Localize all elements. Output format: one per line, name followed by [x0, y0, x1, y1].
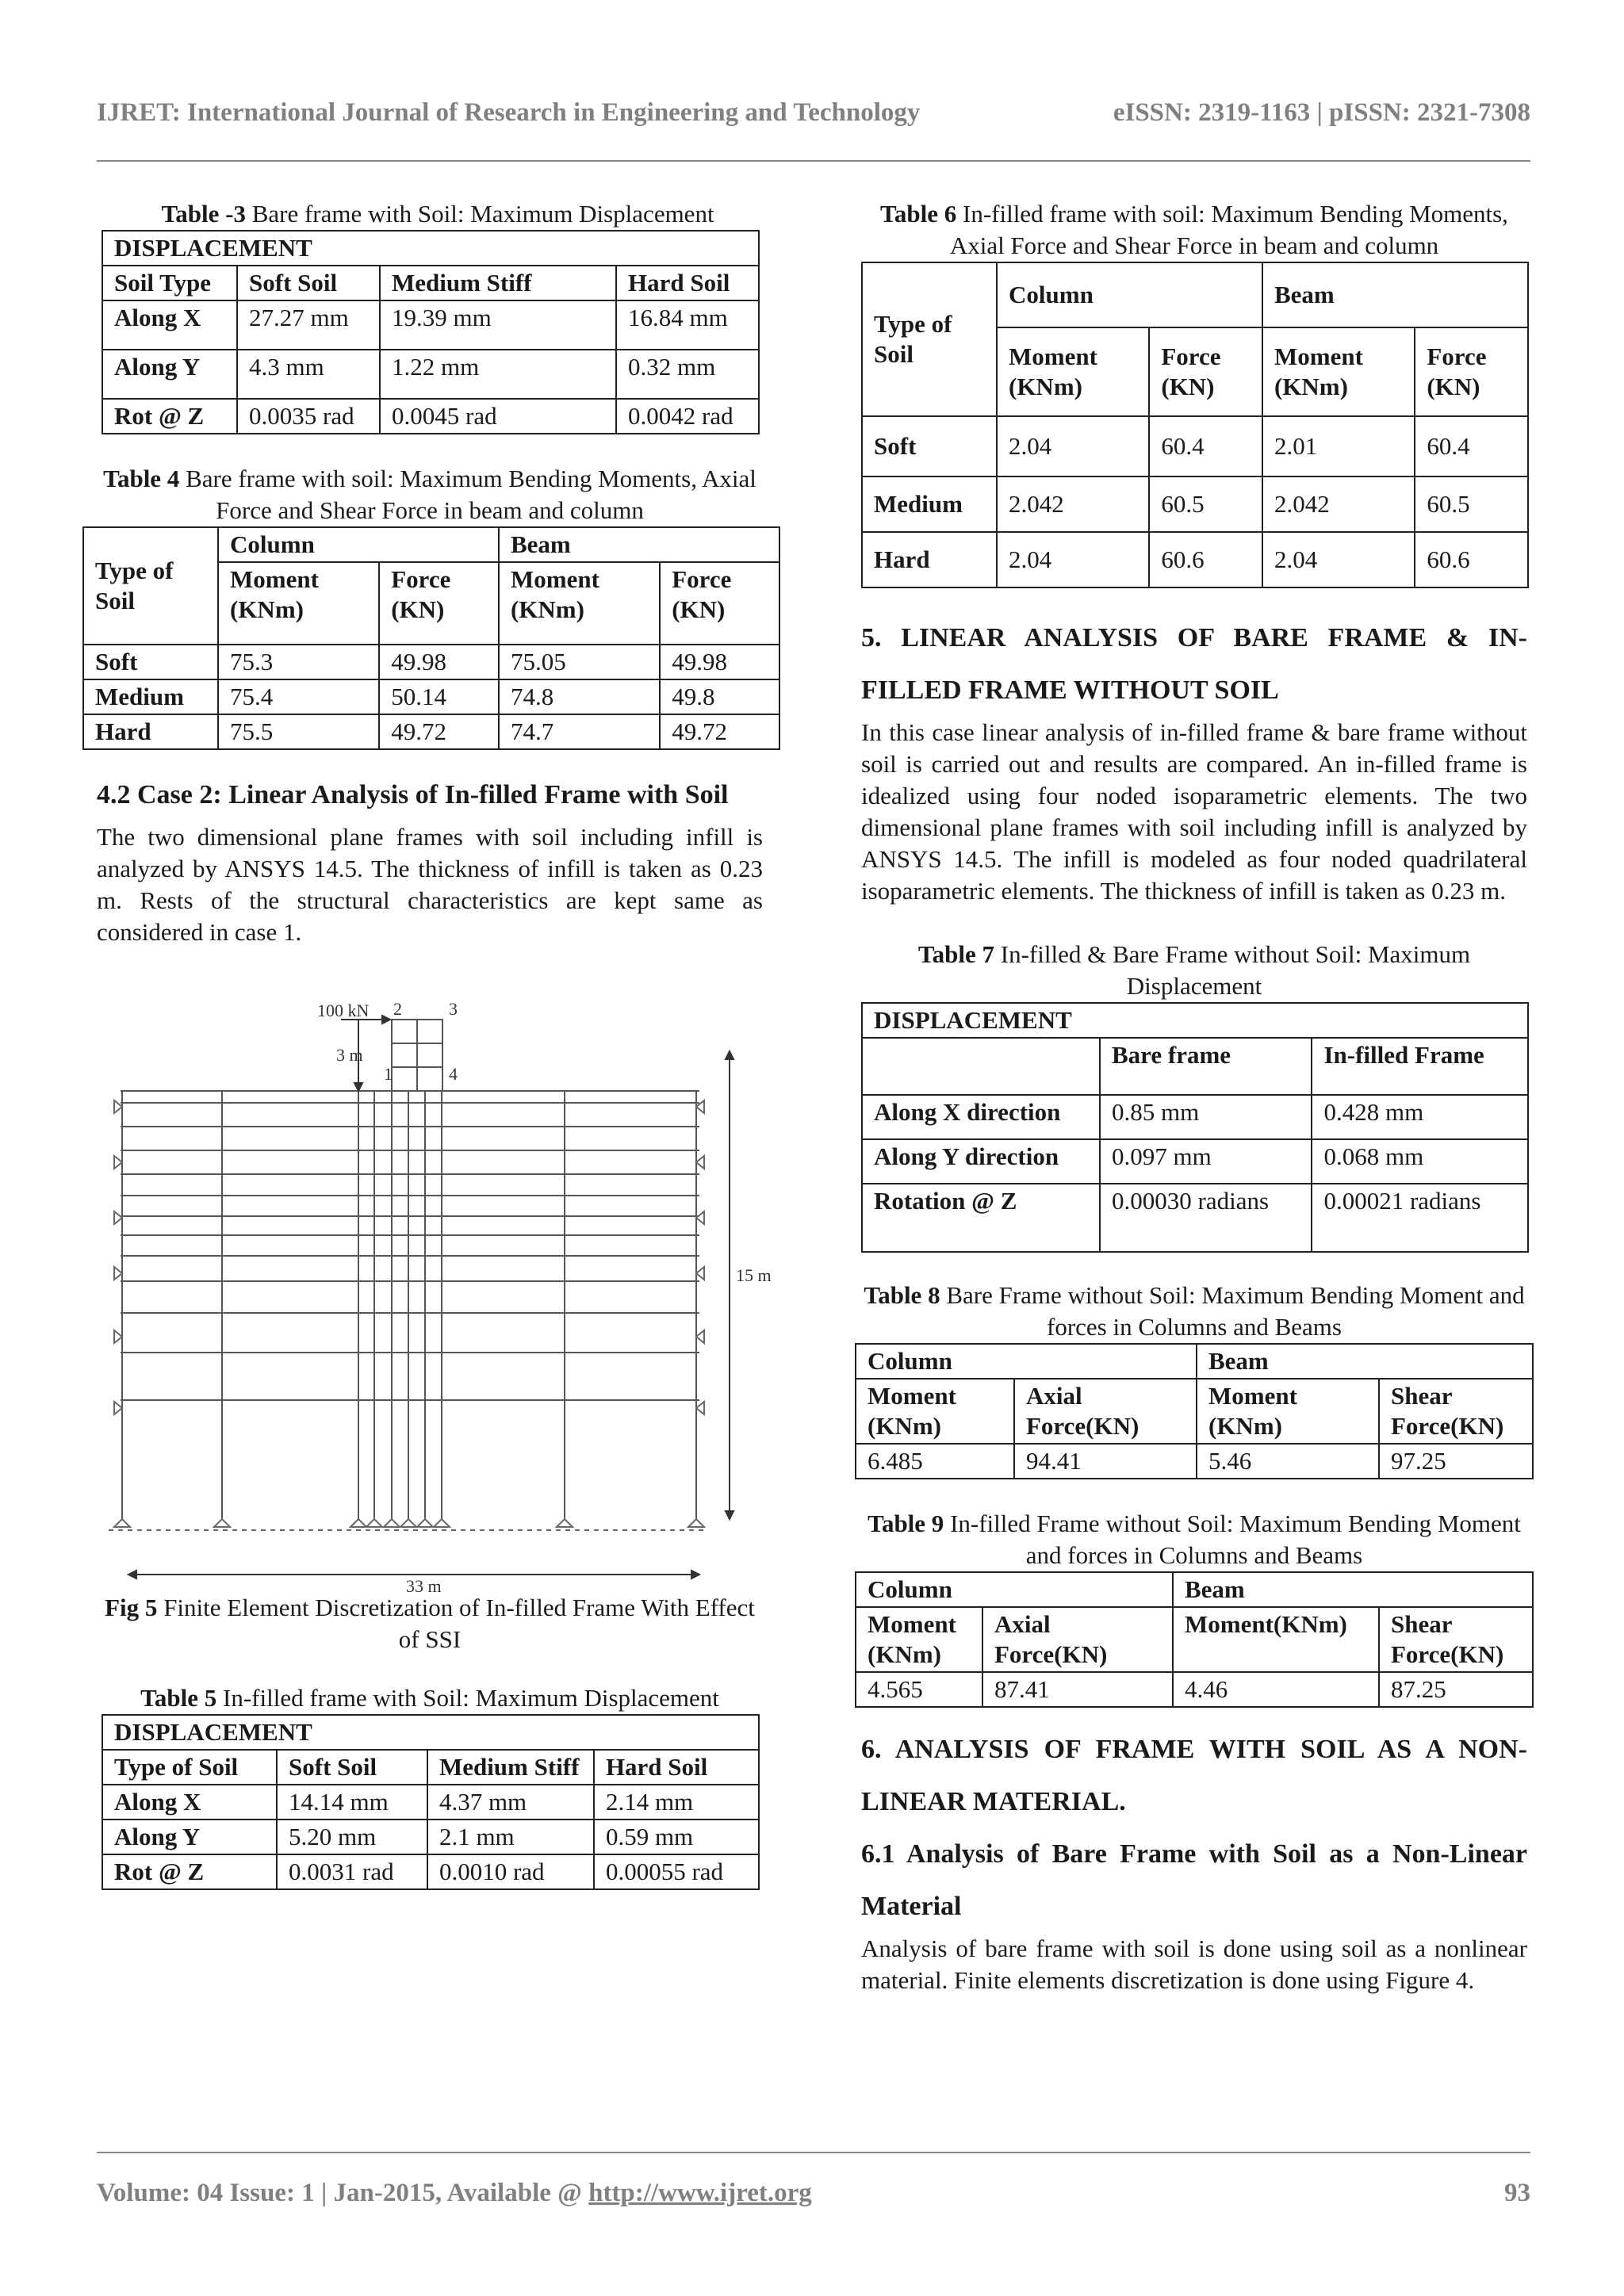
load-label: 100 kN	[317, 1001, 370, 1020]
table-cell: 87.41	[982, 1672, 1173, 1707]
right-column	[861, 198, 1527, 1996]
table-cell: Along X direction	[862, 1095, 1100, 1139]
table-row	[862, 1139, 1528, 1184]
table3-header: Medium Stiff	[380, 266, 616, 300]
table-row	[862, 262, 1528, 327]
table-cell: 4.3 mm	[237, 350, 380, 399]
table3-header: Soil Type	[102, 266, 237, 300]
table-cell: 2.042	[1262, 476, 1415, 532]
node-label: 3	[449, 999, 458, 1019]
table-cell: Rot @ Z	[102, 399, 237, 434]
table4-caption: Table 4 Bare frame with soil: Maximum Bending Moments, Axial Force and Shear Force in beam and column	[103, 465, 756, 524]
table3-caption: Table -3 Bare frame with Soil: Maximum Displacement	[161, 200, 714, 228]
table-cell: 1.22 mm	[380, 350, 616, 399]
table-cell: 16.84 mm	[616, 300, 759, 350]
journal-title: IJRET: International Journal of Research in Engineering and Technology	[97, 98, 921, 127]
table-cell: 74.8	[499, 679, 660, 714]
table-row	[862, 1038, 1528, 1095]
total-height-label: 15 m	[736, 1265, 772, 1285]
table-cell: 2.14 mm	[594, 1785, 759, 1820]
table9-subheader: Axial Force(KN)	[982, 1607, 1173, 1672]
node-label: 4	[449, 1064, 458, 1084]
table9-subheader: Moment(KNm)	[1173, 1607, 1379, 1672]
height-label: 3 m	[336, 1045, 363, 1065]
table9-column-header: Column	[856, 1572, 1173, 1607]
table6-subheader: Force (KN)	[1149, 327, 1262, 416]
table-cell: 60.5	[1149, 476, 1262, 532]
table4-beam-header: Beam	[499, 527, 779, 562]
table-cell: 0.428 mm	[1312, 1095, 1528, 1139]
section-4-2-body: The two dimensional plane frames with soil including infill is analyzed by ANSYS 14.5. The thickness of infill is taken as 0.23 m. Rests of the structural characteristics are kept same as considered in case 1.	[97, 823, 763, 946]
table-row	[102, 300, 759, 350]
table9-beam-header: Beam	[1173, 1572, 1533, 1607]
section-5-heading: 5. LINEAR ANALYSIS OF BARE FRAME & IN-FILLED FRAME WITHOUT SOIL	[861, 623, 1527, 705]
table6-type-header: Type of Soil	[862, 262, 997, 416]
table-cell: 60.6	[1149, 532, 1262, 587]
table-row	[102, 1715, 759, 1750]
table-row	[862, 1095, 1528, 1139]
table-cell: Hard	[862, 532, 997, 587]
table-cell: 14.14 mm	[277, 1785, 427, 1820]
table6-subheader: Force (KN)	[1415, 327, 1528, 416]
table-cell: 49.72	[379, 714, 499, 749]
figure-5	[97, 980, 772, 1598]
table-cell: 50.14	[379, 679, 499, 714]
table5-caption: Table 5 In-filled frame with Soil: Maximum Displacement	[140, 1684, 719, 1712]
volume-info: Volume: 04 Issue: 1 | Jan-2015, Available @	[97, 2179, 589, 2207]
table5-header: Medium Stiff	[427, 1750, 594, 1785]
table3-header: Hard Soil	[616, 266, 759, 300]
left-column	[95, 198, 772, 1890]
table-row	[102, 1785, 759, 1820]
table-row	[856, 1444, 1533, 1479]
table-row	[83, 679, 779, 714]
table4-type-header: Type of Soil	[83, 527, 218, 645]
table-cell: 75.5	[218, 714, 379, 749]
table-cell: 0.32 mm	[616, 350, 759, 399]
table6	[861, 262, 1529, 588]
table-cell: 0.85 mm	[1100, 1095, 1312, 1139]
table7	[861, 1002, 1529, 1253]
table-cell: 2.04	[1262, 532, 1415, 587]
table-cell: 60.6	[1415, 532, 1528, 587]
table-cell: 49.8	[660, 679, 779, 714]
table5	[102, 1714, 760, 1890]
table-row	[102, 266, 759, 300]
table-cell: 49.98	[660, 645, 779, 679]
table-cell: 60.5	[1415, 476, 1528, 532]
table-cell: Medium	[83, 679, 218, 714]
table4-subheader: Force (KN)	[660, 562, 779, 645]
table-cell: 4.565	[856, 1672, 982, 1707]
table-cell: 0.0042 rad	[616, 399, 759, 434]
table-cell: Along X	[102, 1785, 277, 1820]
table-cell: Hard	[83, 714, 218, 749]
journal-link[interactable]: http://www.ijret.org	[588, 2179, 812, 2207]
table5-header: Type of Soil	[102, 1750, 277, 1785]
table-cell: 5.46	[1197, 1444, 1379, 1479]
table-row	[102, 231, 759, 266]
table-cell: Rot @ Z	[102, 1854, 277, 1889]
table9-caption: Table 9 In-filled Frame without Soil: Maximum Bending Moment and forces in Columns and Beams	[868, 1510, 1521, 1569]
table-cell: 97.25	[1379, 1444, 1533, 1479]
table4-subheader: Moment (KNm)	[499, 562, 660, 645]
table-cell: 0.068 mm	[1312, 1139, 1528, 1184]
table-cell: Along Y direction	[862, 1139, 1100, 1184]
table5-header: Hard Soil	[594, 1750, 759, 1785]
table-row	[862, 532, 1528, 587]
table-cell: 0.00030 radians	[1100, 1184, 1312, 1252]
table-cell: 2.1 mm	[427, 1820, 594, 1854]
table8-subheader: Moment (KNm)	[856, 1379, 1014, 1444]
table3	[102, 230, 760, 434]
table6-subheader: Moment (KNm)	[997, 327, 1149, 416]
table-cell: 94.41	[1014, 1444, 1197, 1479]
table8	[855, 1343, 1534, 1479]
header-rule	[97, 160, 1530, 162]
table9-subheader: Shear Force(KN)	[1379, 1607, 1533, 1672]
table-cell: 0.097 mm	[1100, 1139, 1312, 1184]
table-cell: Soft	[862, 416, 997, 476]
table8-subheader: Shear Force(KN)	[1379, 1379, 1533, 1444]
table-cell: 4.46	[1173, 1672, 1379, 1707]
figure5-caption: Fig 5 Finite Element Discretization of In-filled Frame With Effect of SSI	[105, 1594, 755, 1653]
width-label: 33 m	[406, 1576, 442, 1596]
table-cell: 0.59 mm	[594, 1820, 759, 1854]
table6-caption: Table 6 In-filled frame with soil: Maximum Bending Moments, Axial Force and Shear Force in beam and column	[880, 200, 1508, 259]
node-label: 2	[393, 999, 402, 1019]
section-6-heading: 6. ANALYSIS OF FRAME WITH SOIL AS A NON-LINEAR MATERIAL.	[861, 1735, 1527, 1816]
table-row	[102, 399, 759, 434]
table7-group-header: DISPLACEMENT	[862, 1003, 1528, 1038]
table-cell: 2.01	[1262, 416, 1415, 476]
table3-header: Soft Soil	[237, 266, 380, 300]
table-cell: 75.05	[499, 645, 660, 679]
section-5-body: In this case linear analysis of in-filled frame & bare frame without soil is carried out and results are compared. An in-filled frame is idealized using four noded isoparametric elements. The two dimensional plane frames with soil including infill is analyzed by ANSYS 14.5. The infill is modeled as four noded quadrilateral isoparametric elements. The thickness of infill is taken as 0.23 m.	[861, 718, 1527, 905]
table-cell: 87.25	[1379, 1672, 1533, 1707]
footer-rule	[97, 2152, 1530, 2153]
table7-caption: Table 7 In-filled & Bare Frame without Soil: Maximum Displacement	[917, 940, 1471, 1000]
table8-caption: Table 8 Bare Frame without Soil: Maximum Bending Moment and forces in Columns and Beams	[864, 1281, 1525, 1341]
table6-column-header: Column	[997, 262, 1262, 327]
section-6-1-heading: 6.1 Analysis of Bare Frame with Soil as a Non-Linear Material	[861, 1839, 1527, 1921]
table-cell: 27.27 mm	[237, 300, 380, 350]
table-cell: 0.0031 rad	[277, 1854, 427, 1889]
table4	[82, 526, 780, 750]
table-cell: 49.72	[660, 714, 779, 749]
table-row	[102, 350, 759, 399]
table7-header: Bare frame	[1100, 1038, 1312, 1095]
table-cell: 60.4	[1149, 416, 1262, 476]
node-label: 1	[384, 1064, 393, 1084]
table-cell: 5.20 mm	[277, 1820, 427, 1854]
table-cell: Medium	[862, 476, 997, 532]
table7-header: In-filled Frame	[1312, 1038, 1528, 1095]
table-row	[83, 645, 779, 679]
table-row	[102, 1854, 759, 1889]
issn: eISSN: 2319-1163 | pISSN: 2321-7308	[1113, 98, 1530, 127]
table-row	[862, 416, 1528, 476]
table-cell: Along Y	[102, 1820, 277, 1854]
table-row	[862, 1003, 1528, 1038]
table-cell: Along Y	[102, 350, 237, 399]
table-cell: 0.0035 rad	[237, 399, 380, 434]
table-cell: 6.485	[856, 1444, 1014, 1479]
table8-beam-header: Beam	[1197, 1344, 1533, 1379]
table9	[855, 1571, 1534, 1708]
table8-column-header: Column	[856, 1344, 1197, 1379]
table-row	[102, 1750, 759, 1785]
table4-column-header: Column	[218, 527, 499, 562]
table-cell: 19.39 mm	[380, 300, 616, 350]
table-cell: 49.98	[379, 645, 499, 679]
table4-subheader: Moment (KNm)	[218, 562, 379, 645]
table-cell: 0.00021 radians	[1312, 1184, 1528, 1252]
table-row	[862, 476, 1528, 532]
table-cell: 2.04	[997, 416, 1149, 476]
table-row	[102, 1820, 759, 1854]
finite-element-diagram	[97, 980, 772, 1598]
table-cell: 0.0045 rad	[380, 399, 616, 434]
table-cell: 75.3	[218, 645, 379, 679]
table-cell: 75.4	[218, 679, 379, 714]
table8-subheader: Moment (KNm)	[1197, 1379, 1379, 1444]
table6-beam-header: Beam	[1262, 262, 1528, 327]
table5-group-header: DISPLACEMENT	[102, 1715, 759, 1750]
table-cell: Soft	[83, 645, 218, 679]
table5-header: Soft Soil	[277, 1750, 427, 1785]
table3-group-header: DISPLACEMENT	[102, 231, 759, 266]
table6-subheader: Moment (KNm)	[1262, 327, 1415, 416]
table-cell: 0.0010 rad	[427, 1854, 594, 1889]
table-row	[862, 1184, 1528, 1252]
section-6-1-body: Analysis of bare frame with soil is done using soil as a nonlinear material. Finite elements discretization is done using Figure 4.	[861, 1934, 1527, 1994]
table-row	[856, 1344, 1533, 1379]
table-row	[856, 1607, 1533, 1672]
table-cell: 0.00055 rad	[594, 1854, 759, 1889]
table-row	[83, 714, 779, 749]
table-cell: 4.37 mm	[427, 1785, 594, 1820]
table-cell: 74.7	[499, 714, 660, 749]
table-cell: 60.4	[1415, 416, 1528, 476]
page-number: 93	[1504, 2179, 1530, 2207]
table-row	[83, 527, 779, 562]
table-cell: 2.04	[997, 532, 1149, 587]
table7-header	[862, 1038, 1100, 1095]
table9-subheader: Moment (KNm)	[856, 1607, 982, 1672]
table4-subheader: Force (KN)	[379, 562, 499, 645]
section-4-2-heading: 4.2 Case 2: Linear Analysis of In-filled Frame with Soil	[97, 780, 729, 809]
table-row	[856, 1672, 1533, 1707]
table-cell: Along X	[102, 300, 237, 350]
table-cell: 2.042	[997, 476, 1149, 532]
table-cell: Rotation @ Z	[862, 1184, 1100, 1252]
running-footer	[97, 2179, 1530, 2208]
table-row	[856, 1379, 1533, 1444]
table-row	[856, 1572, 1533, 1607]
table8-subheader: Axial Force(KN)	[1014, 1379, 1197, 1444]
